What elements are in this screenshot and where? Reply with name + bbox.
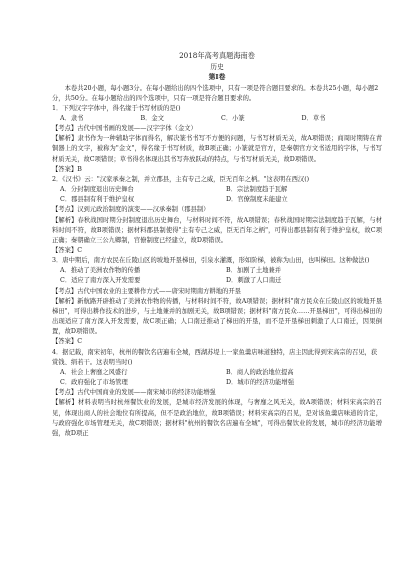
jiexi bbox=[52, 398, 382, 439]
options bbox=[52, 185, 382, 205]
jiexi-text: 隶书作为一种辅助字体而得名，解决篆书书写不方便的问题，与书写材质无关，故A项错误；商周时期铸在青铜器上的文字，被称为"金文"，得名缘于书写材质，故B项正确；小篆就是官方，是秦朝官方文书适用的字体，与书写材质无关，故C项错误；草书得名体现出其书写奔放跃动的特点，与书写材质无关，故D项错误。 bbox=[52, 135, 382, 163]
answer-label: 【答案】 bbox=[52, 247, 78, 254]
kaodian-label: 【考点】 bbox=[52, 125, 78, 133]
answer bbox=[52, 246, 382, 256]
question-stem: 1．下列汉字字体中，得名缘于书写材质的是() bbox=[52, 104, 181, 112]
kaodian-text: 古代中国书画的发展——汉字字体（金文） bbox=[77, 125, 197, 133]
answer-value: C bbox=[77, 338, 83, 346]
jiexi-label: 【解析】 bbox=[52, 297, 78, 305]
option-b: B．加剧了土地兼并 bbox=[226, 267, 282, 275]
answer-label: 【答案】 bbox=[52, 338, 78, 346]
question-stem: 3．唐中期后，南方农民在丘陵山区的坡地开垦梯田，引泉水灌溉，形如阶梯，被称为山田，也叫梯田。这种做法() bbox=[52, 257, 370, 265]
option-b: B．宗法制度趋于瓦解 bbox=[226, 186, 288, 194]
jiexi-text: 新航路开辟推动了美洲农作物的传播，与材料时间不符，故A项错误；据材料"南方民众在丘陵山区的坡地开垦梯田"，可得出耕作技术的进步，与土地兼并的加剧无关，故B项错误；据材料"南方民众……开垦梯田"，可得出梯田的出现适应了南方深入开发需要，故C项正确；人口南迁推动了梯田的开垦，而不是开垦梯田刺激了人口南迁，因果倒置，故D项错误。 bbox=[52, 297, 382, 336]
kaodian bbox=[52, 287, 382, 297]
answer-value: C bbox=[77, 247, 83, 254]
option-a: A．分封制度退出历史舞台 bbox=[60, 186, 134, 194]
jiexi bbox=[52, 134, 382, 164]
jiexi-label: 【解析】 bbox=[52, 216, 78, 224]
option-d: D．草书 bbox=[301, 114, 326, 122]
jiexi bbox=[52, 297, 382, 338]
jiexi-label: 【解析】 bbox=[52, 399, 79, 407]
kaodian-text: 汉到元政治制度的演变——汉承秦制（郡县制） bbox=[77, 206, 210, 214]
option-d: D．官僚制度未能建立 bbox=[226, 196, 288, 204]
jiexi bbox=[52, 216, 382, 246]
question-4 bbox=[52, 348, 382, 439]
answer-value: B bbox=[77, 165, 82, 173]
option-b: B．金文 bbox=[140, 114, 165, 122]
option-b: B．商人的政治地位提高 bbox=[226, 368, 294, 376]
option-a: A．社会上奢靡之风盛行 bbox=[60, 368, 128, 376]
question-3 bbox=[52, 256, 382, 347]
question-stem: 2．《汉书》云："汉家承秦之制，并立郡县，主有专己之威，臣无百年之柄。"这表明在西汉() bbox=[52, 175, 310, 183]
options bbox=[52, 368, 382, 388]
kaodian-label: 【考点】 bbox=[52, 389, 78, 397]
option-c: C．适应了南方深入开发需要 bbox=[60, 277, 141, 285]
jiexi-text: 材料表明当时杭州餐饮业的发展，是城市经济发展的体现，与奢靡之风无关，故A项错误；材料宋高宗的召见，体现出商人的社会地位有所提高，但不是政治地位，故B项错误；材料宋高宗的召见，是对该鱼羹店味道的肯定，与政府强化市场管理无关，故C项错误；据材料"杭州的餐饮名店遍布全城"，可得出餐饮业的发展，城市的经济功能增强，故D项正 bbox=[52, 399, 382, 437]
question-1 bbox=[52, 104, 382, 175]
option-c: C．小篆 bbox=[221, 114, 245, 122]
option-a: A．推动了美洲农作物的传播 bbox=[60, 267, 141, 275]
jiexi-label: 【解析】 bbox=[52, 135, 78, 143]
jiexi-text: 春秋战国时期分封制度退出历史舞台，与材料时间不符，故A项错误；春秋战国时期宗法制度趋于瓦解，与材料时间不符，故B项错误；据材料郡县制使得"主有专己之威，臣无百年之柄"，可得出郡县制有利于维护皇权，故C项正确；秦朝确立三公九卿制，官僚制度已经建立，故D项错误。 bbox=[52, 216, 382, 244]
kaodian bbox=[52, 388, 382, 398]
options bbox=[52, 266, 382, 286]
volume-heading: 第Ⅰ卷 bbox=[208, 73, 226, 81]
option-a: A．隶书 bbox=[60, 114, 84, 122]
kaodian-text: 古代中国农业的主要耕作方式——唐宋时期南方耕地的开垦 bbox=[77, 287, 241, 295]
answer bbox=[52, 337, 382, 347]
kaodian-label: 【考点】 bbox=[52, 287, 78, 295]
option-d: D．刺激了人口南迁 bbox=[226, 277, 282, 285]
option-d: D．城市的经济功能增强 bbox=[226, 379, 295, 387]
answer bbox=[52, 165, 382, 175]
options bbox=[52, 114, 382, 124]
instructions: 本卷共20小题，每小题3分。在每小题给出的四个选项中，只有一项是符合题目要求的。本卷共25小题，每小题2分，共50分。在每小题给出的四个选项中，只有一项是符合题目要求的。 bbox=[52, 84, 379, 102]
kaodian-label: 【考点】 bbox=[52, 206, 78, 214]
paper-title: 2018年高考真题海南卷 bbox=[179, 51, 255, 60]
question-2 bbox=[52, 175, 382, 256]
kaodian bbox=[52, 205, 382, 215]
option-c: C．政府强化了市场管理 bbox=[60, 379, 128, 387]
subject-heading: 历史 bbox=[210, 62, 224, 71]
option-c: C．郡县制有利于维护皇权 bbox=[60, 196, 135, 204]
kaodian bbox=[52, 124, 382, 134]
question-stem: 4．据记载，南宋初年，杭州的餐饮名店遍布全城，西湖苏堤上一家鱼羹店味道独特，店主因此得到宋高宗的召见，获赏钱、绢若干。这表明当时() bbox=[52, 348, 378, 366]
answer-label: 【答案】 bbox=[52, 165, 78, 173]
kaodian-text: 古代中国商业的发展——南宋城市的经济功能增强 bbox=[77, 389, 216, 397]
